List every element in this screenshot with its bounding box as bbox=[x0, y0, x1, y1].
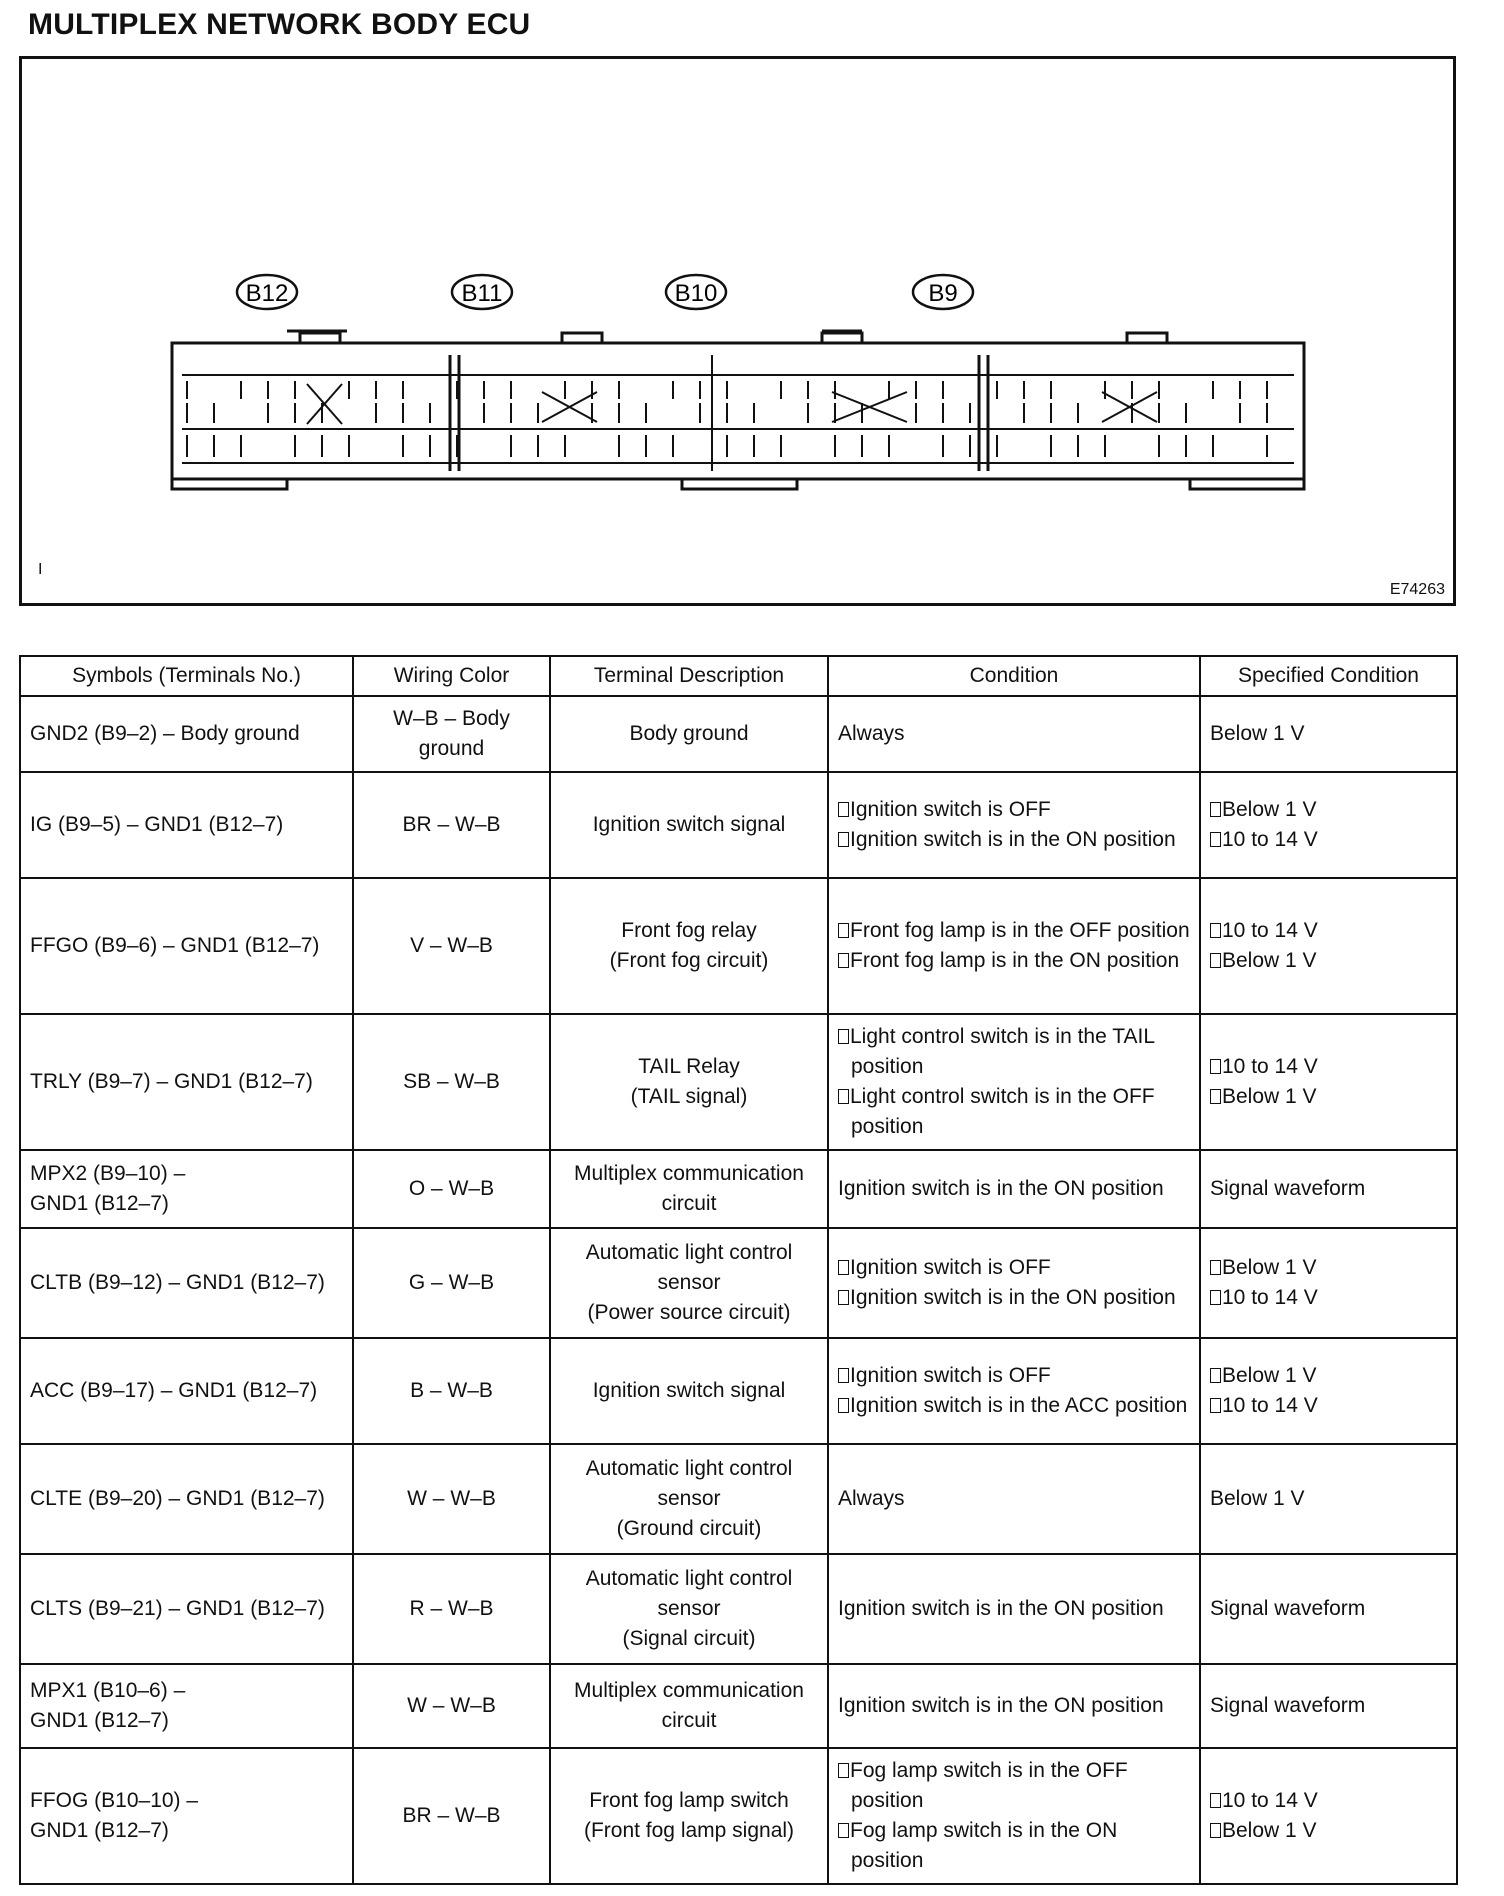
connector-housing bbox=[172, 343, 1304, 479]
wiring-color-cell bbox=[353, 1228, 550, 1338]
specified-condition-line bbox=[1210, 1361, 1447, 1391]
symbol-cell bbox=[20, 1150, 353, 1228]
symbol-cell bbox=[20, 1444, 353, 1554]
svg-text:B11: B11 bbox=[461, 280, 503, 307]
condition-cell bbox=[828, 1338, 1200, 1444]
description-line bbox=[560, 719, 818, 749]
checkbox-icon bbox=[1210, 923, 1221, 938]
description-line bbox=[560, 1484, 818, 1514]
wiring-color-cell bbox=[353, 1338, 550, 1444]
checkbox-icon bbox=[1210, 953, 1221, 968]
description-text: Ignition switch signal bbox=[592, 813, 786, 836]
specified-condition-text: Below 1 V bbox=[1222, 1085, 1317, 1108]
specified-condition-text: Below 1 V bbox=[1222, 798, 1317, 821]
checkbox-icon bbox=[1210, 1089, 1221, 1104]
condition-cell bbox=[828, 1554, 1200, 1664]
condition-text: Light control switch is in the OFF position bbox=[850, 1085, 1155, 1138]
specified-condition-line bbox=[1210, 916, 1447, 946]
description-cell bbox=[550, 772, 828, 878]
condition-text: Front fog lamp is in the ON position bbox=[850, 949, 1180, 972]
symbol-line bbox=[30, 1594, 343, 1624]
specified-condition-text: 10 to 14 V bbox=[1222, 1789, 1318, 1812]
table-row bbox=[20, 1748, 1457, 1884]
specified-condition-line bbox=[1210, 946, 1447, 976]
condition-text: Ignition switch is OFF bbox=[850, 1364, 1051, 1387]
symbol-text: CLTE (B9–20) – GND1 (B12–7) bbox=[30, 1487, 325, 1510]
wiring-color-cell bbox=[353, 696, 550, 772]
description-line bbox=[560, 946, 818, 976]
wiring-color-line bbox=[363, 931, 540, 961]
symbol-cell bbox=[20, 1664, 353, 1748]
svg-text:B12: B12 bbox=[245, 280, 289, 307]
symbol-text: MPX1 (B10–6) – bbox=[30, 1679, 186, 1702]
wiring-color-line bbox=[363, 1268, 540, 1298]
description-cell bbox=[550, 1554, 828, 1664]
symbol-line bbox=[30, 719, 343, 749]
checkbox-icon bbox=[838, 953, 849, 968]
description-line bbox=[560, 1514, 818, 1544]
description-line bbox=[560, 1706, 818, 1736]
checkbox-icon bbox=[1210, 1059, 1221, 1074]
condition-line bbox=[838, 1484, 1190, 1514]
condition-text: Ignition switch is OFF bbox=[850, 798, 1051, 821]
condition-line bbox=[838, 825, 1190, 855]
description-cell bbox=[550, 1014, 828, 1150]
condition-cell bbox=[828, 772, 1200, 878]
wiring-color-cell bbox=[353, 1748, 550, 1884]
wiring-color-line bbox=[363, 810, 540, 840]
wiring-color-text: W–B – Body bbox=[393, 707, 510, 730]
specified-condition-cell bbox=[1200, 772, 1457, 878]
symbol-text: GND2 (B9–2) – Body ground bbox=[30, 722, 300, 745]
description-text: (Ground circuit) bbox=[616, 1517, 762, 1540]
description-text: sensor bbox=[657, 1597, 721, 1620]
symbol-line bbox=[30, 1676, 343, 1706]
specified-condition-text: 10 to 14 V bbox=[1222, 828, 1318, 851]
checkbox-icon bbox=[1210, 802, 1221, 817]
condition-line bbox=[838, 1283, 1190, 1313]
condition-line bbox=[838, 1756, 1190, 1816]
description-line bbox=[560, 1376, 818, 1406]
specified-condition-text: Below 1 V bbox=[1222, 949, 1317, 972]
condition-line bbox=[838, 1391, 1190, 1421]
symbol-line bbox=[30, 931, 343, 961]
condition-text: Ignition switch is in the ON position bbox=[838, 1177, 1164, 1200]
header-condition: Condition bbox=[828, 656, 1200, 696]
specified-condition-line bbox=[1210, 825, 1447, 855]
header-terminal-description: Terminal Description bbox=[550, 656, 828, 696]
symbol-text: ACC (B9–17) – GND1 (B12–7) bbox=[30, 1379, 318, 1402]
checkbox-icon bbox=[1210, 1368, 1221, 1383]
ecu-connector-drawing bbox=[22, 59, 1453, 603]
description-line bbox=[560, 1816, 818, 1846]
description-text: Body ground bbox=[629, 722, 749, 745]
symbol-text: GND1 (B12–7) bbox=[30, 1819, 169, 1842]
condition-cell bbox=[828, 696, 1200, 772]
condition-cell bbox=[828, 878, 1200, 1014]
description-text: Ignition switch signal bbox=[592, 1379, 786, 1402]
checkbox-icon bbox=[838, 1823, 849, 1838]
description-cell bbox=[550, 1228, 828, 1338]
condition-cell bbox=[828, 1228, 1200, 1338]
checkbox-icon bbox=[1210, 1398, 1221, 1413]
symbol-text: IG (B9–5) – GND1 (B12–7) bbox=[30, 813, 284, 836]
checkbox-icon bbox=[1210, 832, 1221, 847]
condition-text: Always bbox=[838, 1487, 905, 1510]
page-title: MULTIPLEX NETWORK BODY ECU bbox=[28, 8, 531, 41]
symbol-text: FFOG (B10–10) – bbox=[30, 1789, 199, 1812]
condition-line bbox=[838, 1082, 1190, 1142]
description-line bbox=[560, 1159, 818, 1189]
description-line bbox=[560, 916, 818, 946]
symbol-cell bbox=[20, 1228, 353, 1338]
checkbox-icon bbox=[1210, 1260, 1221, 1275]
condition-line bbox=[838, 1594, 1190, 1624]
condition-cell bbox=[828, 1748, 1200, 1884]
description-cell bbox=[550, 1748, 828, 1884]
wiring-color-text: B – W–B bbox=[410, 1379, 493, 1402]
condition-text: Ignition switch is OFF bbox=[850, 1256, 1051, 1279]
specified-condition-line bbox=[1210, 1786, 1447, 1816]
symbol-cell bbox=[20, 1014, 353, 1150]
description-line bbox=[560, 1268, 818, 1298]
checkbox-icon bbox=[838, 832, 849, 847]
description-line bbox=[560, 1298, 818, 1328]
description-text: (Signal circuit) bbox=[622, 1627, 756, 1650]
wiring-color-line bbox=[363, 1801, 540, 1831]
table-row bbox=[20, 878, 1457, 1014]
condition-cell bbox=[828, 1150, 1200, 1228]
checkbox-icon bbox=[838, 1029, 849, 1044]
specified-condition-text: 10 to 14 V bbox=[1222, 1394, 1318, 1417]
table-row bbox=[20, 1444, 1457, 1554]
condition-text: Front fog lamp is in the OFF position bbox=[850, 919, 1190, 942]
wiring-color-line bbox=[363, 1174, 540, 1204]
condition-cell bbox=[828, 1444, 1200, 1554]
wiring-color-text: V – W–B bbox=[410, 934, 493, 957]
condition-cell bbox=[828, 1014, 1200, 1150]
condition-text: Ignition switch is in the ON position bbox=[838, 1597, 1164, 1620]
wiring-color-line bbox=[363, 1484, 540, 1514]
description-line bbox=[560, 1454, 818, 1484]
description-text: Automatic light control bbox=[585, 1457, 793, 1480]
description-text: sensor bbox=[657, 1487, 721, 1510]
condition-line bbox=[838, 1174, 1190, 1204]
checkbox-icon bbox=[1210, 1290, 1221, 1305]
connector-label-b10 bbox=[666, 275, 726, 309]
condition-line bbox=[838, 1022, 1190, 1082]
table-row bbox=[20, 1014, 1457, 1150]
checkbox-icon bbox=[1210, 1793, 1221, 1808]
description-cell bbox=[550, 1338, 828, 1444]
table-header-row bbox=[20, 656, 1457, 696]
table-row bbox=[20, 696, 1457, 772]
figure-id: E74263 bbox=[1389, 581, 1445, 598]
wiring-color-cell bbox=[353, 1664, 550, 1748]
svg-text:B10: B10 bbox=[674, 280, 718, 307]
table-row bbox=[20, 772, 1457, 878]
checkbox-icon bbox=[838, 1368, 849, 1383]
description-cell bbox=[550, 1664, 828, 1748]
checkbox-icon bbox=[838, 923, 849, 938]
symbol-text: FFGO (B9–6) – GND1 (B12–7) bbox=[30, 934, 320, 957]
connector-label-b11 bbox=[452, 275, 512, 309]
condition-text: Ignition switch is in the ON position bbox=[850, 1286, 1176, 1309]
condition-line bbox=[838, 916, 1190, 946]
description-line bbox=[560, 810, 818, 840]
wiring-color-cell bbox=[353, 1444, 550, 1554]
condition-text: Fog lamp switch is in the ON position bbox=[850, 1819, 1118, 1872]
description-line bbox=[560, 1238, 818, 1268]
wiring-color-line bbox=[363, 1594, 540, 1624]
specified-condition-text: 10 to 14 V bbox=[1222, 1055, 1318, 1078]
specified-condition-cell bbox=[1200, 1014, 1457, 1150]
specified-condition-line bbox=[1210, 1253, 1447, 1283]
specified-condition-line bbox=[1210, 1594, 1447, 1624]
description-line bbox=[560, 1594, 818, 1624]
connector-label-b12 bbox=[237, 275, 297, 309]
specified-condition-line bbox=[1210, 1174, 1447, 1204]
symbol-text: GND1 (B12–7) bbox=[30, 1709, 169, 1732]
symbol-line bbox=[30, 1816, 343, 1846]
terminal-spec-table bbox=[19, 655, 1458, 1885]
wiring-color-line bbox=[363, 1067, 540, 1097]
wiring-color-cell bbox=[353, 1150, 550, 1228]
condition-line bbox=[838, 1361, 1190, 1391]
table-row bbox=[20, 1228, 1457, 1338]
checkbox-icon bbox=[838, 1398, 849, 1413]
condition-line bbox=[838, 946, 1190, 976]
symbol-line bbox=[30, 1706, 343, 1736]
connector-label-b9 bbox=[913, 275, 973, 309]
description-cell bbox=[550, 878, 828, 1014]
wiring-color-text: G – W–B bbox=[408, 1271, 495, 1294]
wiring-color-line bbox=[363, 1376, 540, 1406]
specified-condition-line bbox=[1210, 719, 1447, 749]
description-text: Multiplex communication bbox=[574, 1679, 804, 1702]
specified-condition-text: Signal waveform bbox=[1210, 1177, 1366, 1200]
symbol-cell bbox=[20, 1338, 353, 1444]
description-text: Automatic light control bbox=[585, 1567, 793, 1590]
symbol-cell bbox=[20, 772, 353, 878]
condition-line bbox=[838, 795, 1190, 825]
symbol-line bbox=[30, 1484, 343, 1514]
table-row bbox=[20, 1150, 1457, 1228]
specified-condition-line bbox=[1210, 795, 1447, 825]
specified-condition-line bbox=[1210, 1283, 1447, 1313]
symbol-line bbox=[30, 1376, 343, 1406]
condition-text: Ignition switch is in the ACC position bbox=[850, 1394, 1188, 1417]
condition-line bbox=[838, 1691, 1190, 1721]
wiring-color-line bbox=[363, 1691, 540, 1721]
wiring-color-line bbox=[363, 734, 540, 764]
specified-condition-cell bbox=[1200, 1150, 1457, 1228]
header-specified-condition: Specified Condition bbox=[1200, 656, 1457, 696]
specified-condition-text: Below 1 V bbox=[1210, 722, 1305, 745]
description-text: Multiplex communication bbox=[574, 1162, 804, 1185]
description-text: (Front fog circuit) bbox=[609, 949, 769, 972]
condition-cell bbox=[828, 1664, 1200, 1748]
specified-condition-text: Below 1 V bbox=[1210, 1487, 1305, 1510]
description-line bbox=[560, 1676, 818, 1706]
symbol-line bbox=[30, 1786, 343, 1816]
specified-condition-text: Signal waveform bbox=[1210, 1694, 1366, 1717]
wiring-color-cell bbox=[353, 1014, 550, 1150]
specified-condition-line bbox=[1210, 1816, 1447, 1846]
wiring-color-text: W – W–B bbox=[407, 1487, 496, 1510]
table-row bbox=[20, 1664, 1457, 1748]
wiring-color-text: BR – W–B bbox=[402, 813, 501, 836]
symbol-line bbox=[30, 1159, 343, 1189]
table-row bbox=[20, 1338, 1457, 1444]
specified-condition-text: Below 1 V bbox=[1222, 1364, 1317, 1387]
checkbox-icon bbox=[838, 1089, 849, 1104]
symbol-cell bbox=[20, 1554, 353, 1664]
symbol-cell bbox=[20, 878, 353, 1014]
condition-line bbox=[838, 1816, 1190, 1876]
condition-text: Ignition switch is in the ON position bbox=[850, 828, 1176, 851]
checkbox-icon bbox=[838, 802, 849, 817]
specified-condition-line bbox=[1210, 1391, 1447, 1421]
wiring-color-line bbox=[363, 704, 540, 734]
description-text: (Power source circuit) bbox=[587, 1301, 791, 1324]
condition-line bbox=[838, 719, 1190, 749]
specified-condition-cell bbox=[1200, 696, 1457, 772]
connector-figure bbox=[19, 56, 1456, 606]
symbol-line bbox=[30, 1067, 343, 1097]
description-line bbox=[560, 1786, 818, 1816]
specified-condition-cell bbox=[1200, 1664, 1457, 1748]
symbol-text: TRLY (B9–7) – GND1 (B12–7) bbox=[30, 1070, 313, 1093]
description-text: Front fog lamp switch bbox=[589, 1789, 789, 1812]
symbol-line bbox=[30, 1189, 343, 1219]
symbol-text: CLTB (B9–12) – GND1 (B12–7) bbox=[30, 1271, 325, 1294]
condition-text: Always bbox=[838, 722, 905, 745]
description-text: (TAIL signal) bbox=[630, 1085, 748, 1108]
wiring-color-text: W – W–B bbox=[407, 1694, 496, 1717]
description-cell bbox=[550, 1150, 828, 1228]
symbol-line bbox=[30, 1268, 343, 1298]
description-line bbox=[560, 1189, 818, 1219]
description-line bbox=[560, 1624, 818, 1654]
specified-condition-text: Below 1 V bbox=[1222, 1256, 1317, 1279]
description-line bbox=[560, 1564, 818, 1594]
description-text: Front fog relay bbox=[621, 919, 757, 942]
wiring-color-text: O – W–B bbox=[408, 1177, 495, 1200]
table-row bbox=[20, 1554, 1457, 1664]
specified-condition-cell bbox=[1200, 1228, 1457, 1338]
description-text: circuit bbox=[661, 1192, 717, 1215]
corner-mark: I bbox=[38, 561, 43, 578]
description-line bbox=[560, 1082, 818, 1112]
specified-condition-line bbox=[1210, 1052, 1447, 1082]
specified-condition-cell bbox=[1200, 1338, 1457, 1444]
symbol-text: MPX2 (B9–10) – bbox=[30, 1162, 186, 1185]
description-cell bbox=[550, 1444, 828, 1554]
condition-text: Light control switch is in the TAIL position bbox=[850, 1025, 1155, 1078]
checkbox-icon bbox=[838, 1290, 849, 1305]
specified-condition-text: 10 to 14 V bbox=[1222, 1286, 1318, 1309]
wiring-color-cell bbox=[353, 878, 550, 1014]
specified-condition-line bbox=[1210, 1484, 1447, 1514]
header-wiring-color: Wiring Color bbox=[353, 656, 550, 696]
table-body bbox=[20, 696, 1457, 1884]
symbol-cell bbox=[20, 696, 353, 772]
description-text: sensor bbox=[657, 1271, 721, 1294]
checkbox-icon bbox=[1210, 1823, 1221, 1838]
symbol-text: CLTS (B9–21) – GND1 (B12–7) bbox=[30, 1597, 325, 1620]
condition-text: Fog lamp switch is in the OFF position bbox=[850, 1759, 1128, 1812]
description-text: (Front fog lamp signal) bbox=[583, 1819, 795, 1842]
wiring-color-text: R – W–B bbox=[409, 1597, 494, 1620]
specified-condition-line bbox=[1210, 1691, 1447, 1721]
description-text: circuit bbox=[661, 1709, 717, 1732]
condition-text: Ignition switch is in the ON position bbox=[838, 1694, 1164, 1717]
specified-condition-cell bbox=[1200, 878, 1457, 1014]
description-line bbox=[560, 1052, 818, 1082]
condition-line bbox=[838, 1253, 1190, 1283]
symbol-line bbox=[30, 810, 343, 840]
specified-condition-cell bbox=[1200, 1554, 1457, 1664]
description-text: Automatic light control bbox=[585, 1241, 793, 1264]
wiring-color-cell bbox=[353, 1554, 550, 1664]
wiring-color-text: ground bbox=[418, 737, 485, 760]
symbol-cell bbox=[20, 1748, 353, 1884]
specified-condition-cell bbox=[1200, 1748, 1457, 1884]
svg-text:B9: B9 bbox=[928, 280, 958, 307]
wiring-color-text: BR – W–B bbox=[402, 1804, 501, 1827]
symbol-text: GND1 (B12–7) bbox=[30, 1192, 169, 1215]
wiring-color-text: SB – W–B bbox=[403, 1070, 500, 1093]
description-cell bbox=[550, 696, 828, 772]
specified-condition-text: Signal waveform bbox=[1210, 1597, 1366, 1620]
checkbox-icon bbox=[838, 1260, 849, 1275]
specified-condition-cell bbox=[1200, 1444, 1457, 1554]
specified-condition-line bbox=[1210, 1082, 1447, 1112]
checkbox-icon bbox=[838, 1763, 849, 1778]
specified-condition-text: Below 1 V bbox=[1222, 1819, 1317, 1842]
specified-condition-text: 10 to 14 V bbox=[1222, 919, 1318, 942]
header-symbols: Symbols (Terminals No.) bbox=[20, 656, 353, 696]
description-text: TAIL Relay bbox=[638, 1055, 740, 1078]
wiring-color-cell bbox=[353, 772, 550, 878]
